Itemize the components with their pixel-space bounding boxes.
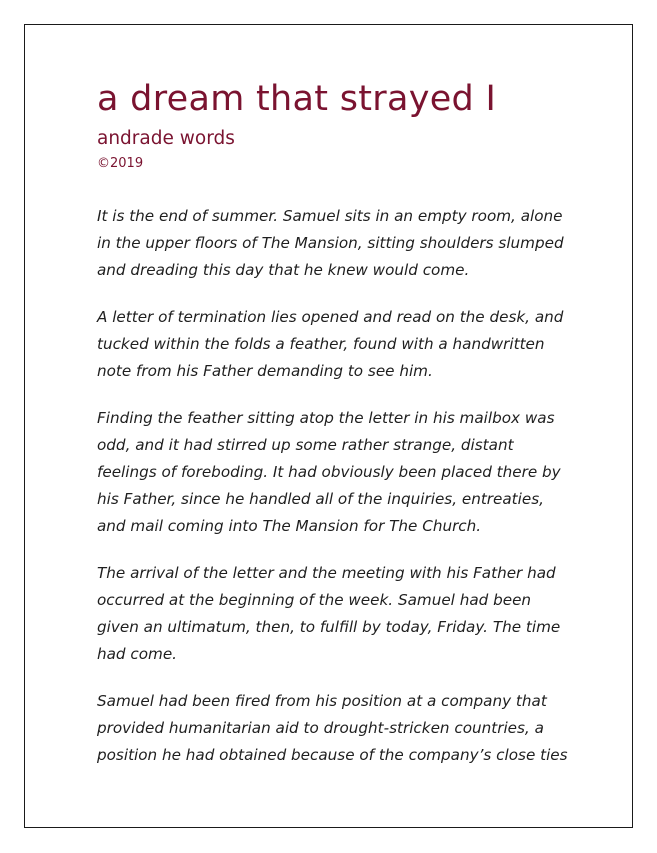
paragraph [97, 405, 597, 540]
document-title: a dream that strayed I [97, 79, 497, 119]
paragraph [97, 304, 597, 385]
text-line: occurred at the beginning of the week. Samuel had been [97, 591, 532, 609]
paragraph [97, 560, 597, 668]
text-line: Samuel had been fired from his position at a company that [97, 692, 547, 710]
text-line: feelings of foreboding. It had obviously been placed there by [97, 463, 561, 481]
text-line: Finding the feather sitting atop the letter in his mailbox was [97, 409, 555, 427]
text-line: in the upper floors of The Mansion, sitting shoulders slumped [97, 234, 564, 252]
text-line: had come. [97, 645, 178, 663]
document-page [24, 24, 633, 828]
text-line: The arrival of the letter and the meeting with his Father had [97, 564, 556, 582]
text-line: his Father, since he handled all of the inquiries, entreaties, [97, 490, 544, 508]
story-body [97, 203, 597, 789]
text-line: It is the end of summer. Samuel sits in an empty room, alone [97, 207, 563, 225]
text-line: and mail coming into The Mansion for The Church. [97, 517, 482, 535]
text-line: tucked within the folds a feather, found with a handwritten [97, 335, 545, 353]
copyright-notice: ©2019 [97, 156, 144, 171]
text-line: provided humanitarian aid to drought-stricken countries, a [97, 719, 544, 737]
text-line: A letter of termination lies opened and read on the desk, and [97, 308, 564, 326]
paragraph [97, 688, 597, 769]
text-line: and dreading this day that he knew would come. [97, 261, 470, 279]
text-line: odd, and it had stirred up some rather strange, distant [97, 436, 514, 454]
text-line: given an ultimatum, then, to fulfill by today, Friday. The time [97, 618, 561, 636]
text-line: note from his Father demanding to see him. [97, 362, 433, 380]
text-line: position he had obtained because of the company’s close ties [97, 746, 568, 764]
paragraph [97, 203, 597, 284]
author-name: andrade words [97, 128, 235, 149]
